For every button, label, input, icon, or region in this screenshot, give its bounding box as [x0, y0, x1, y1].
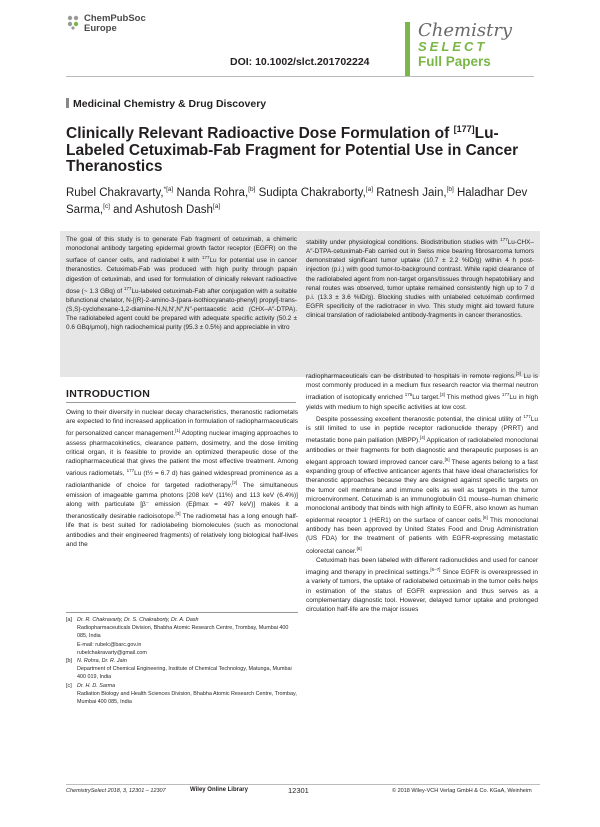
- copyright: © 2018 Wiley-VCH Verlag GmbH & Co. KGaA, Weinheim: [392, 788, 532, 794]
- superscript: 177: [501, 392, 510, 398]
- affiliation-key: [66, 665, 77, 681]
- text-run: The goal of this study is to generate Fab fragment of cetuximab, a chimeric monoclonal antibody targeting epidermal growth factor receptor (EGFR) on the surface of cancer cells, and radiolabel it with: [66, 236, 297, 265]
- text-run: The radiometal has a long enough half-life that is best suited for radiolabeling biomolecules (such as monoclonal antibodies and their engineered fragments) of relatively long biological half-lives and the: [66, 513, 298, 548]
- text-run: radiopharmaceuticals can be distributed to hospitals in remote regions.: [306, 373, 516, 381]
- affiliation-row: [66, 649, 298, 657]
- text-run: Despite possessing excellent theranostic potential, the clinical utility of: [316, 416, 524, 424]
- publisher-logo: [66, 14, 176, 34]
- abstract-left-column: [66, 235, 297, 332]
- affiliation-row: [66, 616, 298, 624]
- superscript: 177: [123, 285, 132, 291]
- paragraph: [66, 408, 298, 549]
- author-name: Sudipta Chakraborty,: [258, 186, 366, 199]
- author-list: [66, 183, 536, 218]
- affiliation-row: [66, 657, 298, 665]
- affiliation-key: [66, 649, 77, 657]
- affiliations: [66, 616, 298, 706]
- section-tag-marker: [66, 98, 69, 108]
- affiliation-text[interactable]: E-mail: rubelc@barc.gov.in: [77, 641, 142, 648]
- text-run: These agents belong to a fast expanding group of effective anticancer agents that have ideal characteristics for theranostic approaches because they are designed against specific targets on the tumor cell membrane and immune cells as well as targets in the tumor microenvironment. Cetuximab is an immunoglobulin G1 mouse–human chimeric monoclonal antibody that binds with high affinity to EGFR, also known as human epidermal receptor 1 (HER1) on the surface of cancer cells.: [306, 459, 538, 525]
- author-name: and Ashutosh Dash: [113, 204, 213, 217]
- body-right-column: [306, 369, 538, 614]
- text-run: Application of radiolabeled monoclonal antibodies or their fragments for both diagnostic and therapeutic purposes is an elegant approach toward improved cancer care.: [306, 437, 539, 467]
- text-run: Lu-CHX–A″-DTPA-cetuximab-Fab carried out in Swiss mice bearing fibrosarcoma tumors demonstrated significant tumor uptake (10.7 ± 2.2 %ID/g) within 4 h post-injection (p.i.) with good tumor-to-background contrast. While rapid clearance of the radiolabeled agent from non-target organs/tissues through hepatobiliary and renal routes was observed, tumor uptake remained consistently high up to 7 d p.i. (13.3 ± 3.6 %ID/g). Blocking studies with unlabeled cetuximab confirmed EGFR specificity of the radiotracer in vivo. This study might aid toward future clinical translation of radiolabeled antibody-fragments in cancer theranostics.: [306, 239, 534, 319]
- affiliation-divider: [66, 612, 298, 613]
- section-tag-label: Medicinal Chemistry & Drug Discovery: [73, 98, 267, 110]
- superscript: [2]: [232, 480, 238, 486]
- affiliation-text: Radiation Biology and Health Sciences Division, Bhabha Atomic Research Centre, Trombay, Mumbai 400 085, India: [77, 690, 297, 706]
- author-name: Nanda Rohra,: [176, 186, 249, 199]
- superscript: 176: [404, 392, 413, 398]
- affiliation-key: [c]: [66, 682, 72, 689]
- paragraph: [306, 556, 538, 614]
- journal-logo: [418, 22, 512, 70]
- affiliation-key: [b]: [66, 658, 72, 665]
- chempubsoc-icon: [66, 14, 80, 30]
- superscript: [6]: [356, 545, 362, 551]
- affiliation-text: Dr. R. Chakravarty, Dr. S. Chakraborty, Dr. A. Dash: [77, 617, 199, 623]
- citation-text: ChemistrySelect 2018, 3, 12301 – 12307: [66, 788, 166, 794]
- text-run: Lu (t½ = 6.7 d) has gained widespread prominence as a radiolanthanide of choice for targeted radiotherapy.: [66, 470, 298, 490]
- journal-name-select: SELECT: [418, 39, 488, 54]
- affiliation-text: Dr. H. D. Sarma: [77, 682, 116, 689]
- author-name: Rubel Chakravarty,: [66, 186, 164, 199]
- text-run: Lu is most commonly produced in a medium flux research reactor via thermal neutron irradiation of isotopically enriched: [306, 373, 538, 402]
- publisher-name-line2: Europe: [84, 23, 117, 34]
- text-run: Lu in high yields with medium to high specific activities at low cost.: [306, 394, 538, 411]
- superscript: [3]: [439, 392, 445, 398]
- superscript: [5]: [444, 456, 450, 462]
- article-type: Full Papers: [418, 54, 491, 69]
- section-tag: [66, 98, 266, 110]
- text-run: Adopting nuclear imaging approaches to assess pharmacokinetics, clearance pattern, dosimetry, and the dose limiting critical organ, it is feasible to provide an optimized therapeutic dose of the radiopharmaceutical that gives the patient the most effective treatment. Among various radiometals,: [66, 430, 298, 478]
- page-number: 12301: [288, 786, 309, 795]
- doi[interactable]: DOI: 10.1002/slct.201702224: [230, 56, 370, 68]
- wiley-online-library-link[interactable]: Wiley Online Library: [190, 787, 248, 793]
- affiliation-row: [66, 641, 298, 649]
- author-affiliation-mark: [a]: [365, 186, 374, 193]
- text-run: stability under physiological conditions. Biodistribution studies with: [306, 239, 501, 247]
- superscript: [3]: [175, 511, 181, 517]
- journal-accent-bar: [405, 22, 410, 76]
- text-run: Since EGFR is overexpressed in a variety of tumors, the uptake of radiolabeled cetuximab in the tumor cells helps in estimation of the status of EGFR expression and thus serves as a complementary diagnostic tool. However, delayed tumor uptake and prolonged circulation half-life are the major issues: [306, 569, 539, 613]
- text-run: Cetuximab has been labeled with different radionuclides and used for cancer imaging and therapy in preclinical settings.: [306, 556, 538, 577]
- author-affiliation-mark: [b]: [248, 186, 256, 193]
- header-divider: [66, 76, 534, 77]
- text-run: Lu-labeled cetuximab-Fab after conjugation with a suitable bifunctional chelator, N-[(R)-2-amino-3-(para-isothiocyanato-phenyl) propyl]-trans-(S,S)-cyclohexane-1,2-diamine-N,N,N′,N″,N″-pentaacetic acid (CHX–A″-DTPA). The radiolabeled agent could be prepared with adequate specific activity (50.2 ± 0.6 GBq/μmol), high radiochemical purity (95.3 ± 0.5%) and appreciable in vitro: [66, 287, 297, 332]
- article-title: [66, 121, 536, 176]
- superscript: 177: [523, 413, 531, 419]
- superscript: [4]: [420, 435, 426, 441]
- author-affiliation-mark: [b]: [446, 186, 454, 193]
- superscript: [1]: [175, 428, 181, 434]
- title-part1: Clinically Relevant Radioactive Dose Formulation of: [66, 125, 454, 143]
- author-name: Ratnesh Jain,: [376, 186, 447, 199]
- superscript: 177: [126, 468, 135, 474]
- abstract-right-column: [306, 235, 534, 320]
- affiliation-key: [66, 641, 77, 649]
- paragraph: [306, 369, 538, 412]
- affiliation-row: [66, 665, 298, 681]
- affiliation-row: [66, 624, 298, 640]
- affiliation-key: [a]: [66, 617, 72, 623]
- superscript: [3]: [515, 371, 521, 376]
- superscript: 177: [201, 255, 210, 261]
- affiliation-text: Radiopharmaceuticals Division, Bhabha Atomic Research Centre, Trombay, Mumbai 400 085, India: [77, 625, 289, 640]
- author-affiliation-mark: [c]: [103, 203, 110, 211]
- author-affiliation-mark: [a]: [212, 203, 221, 211]
- superscript: [6–7]: [430, 567, 441, 573]
- paragraph: [306, 412, 538, 556]
- title-part2: Lu-Labeled Cetuximab-Fab Fragment for Potential Use in Cancer Theranostics: [66, 125, 519, 176]
- affiliation-key: [66, 690, 77, 706]
- text-run: This method gives: [444, 394, 502, 402]
- text-run: Lu target.: [412, 394, 440, 402]
- abstract-box: [60, 231, 540, 377]
- footer-citation: [66, 788, 166, 794]
- body-left-column: [66, 408, 298, 549]
- superscript: [6]: [482, 514, 488, 520]
- affiliation-text: N. Rohra, Dr. R. Jain: [77, 658, 127, 665]
- text-run: Owing to their diversity in nuclear decay characteristics, theranostic radiometals are expected to find increased application in formulation of radiopharmaceuticals for personalized cancer management.: [66, 409, 298, 438]
- journal-name-chemistry: Chemistry: [418, 20, 513, 41]
- affiliation-key: [66, 624, 77, 640]
- introduction-heading: INTRODUCTION: [66, 388, 151, 400]
- affiliation-text[interactable]: rubelchakravarty@gmail.com: [77, 649, 147, 656]
- text-run: The simultaneous emission of imageable gamma photons [208 keV (11%) and 113 keV (6.4%)] along with particulate [β⁻ emission (Eβmax = 497 keV)] makes it a theranostically desirable radioisotope.: [66, 482, 298, 521]
- affiliation-row: [66, 682, 298, 690]
- affiliation-text: Department of Chemical Engineering, Institute of Chemical Technology, Matunga, Mumbai 400 019, India: [77, 666, 292, 681]
- text-run: Lu is still limited to use in peptide receptor radionuclide therapy (PRRT) and metastatic bone pain palliation (MBPP).: [306, 416, 538, 445]
- affiliation-row: [66, 690, 298, 706]
- text-run: This monoclonal antibody has been approved by United States Food and Drug Administration (US FDA) for the treatment of patients with EGFR-expressing metastatic colorectal cancer.: [306, 517, 538, 555]
- superscript: 177: [500, 237, 508, 242]
- title-superscript: [177]: [453, 124, 475, 134]
- author-affiliation-mark: *[a]: [163, 186, 174, 193]
- text-run: Lu for potential use in cancer theranostics. Cetuximab-Fab was produced with high purity through papain digestion of cetuximab, and used for formulation of clinically relevant radioactive dose (~ 1.3 GBq) of: [66, 257, 297, 295]
- publisher-name-line1: ChemPubSoc: [84, 13, 146, 24]
- author-name: Haladhar Dev Sarma,: [66, 186, 528, 217]
- footer-divider: [66, 784, 540, 785]
- introduction-divider: [66, 402, 296, 403]
